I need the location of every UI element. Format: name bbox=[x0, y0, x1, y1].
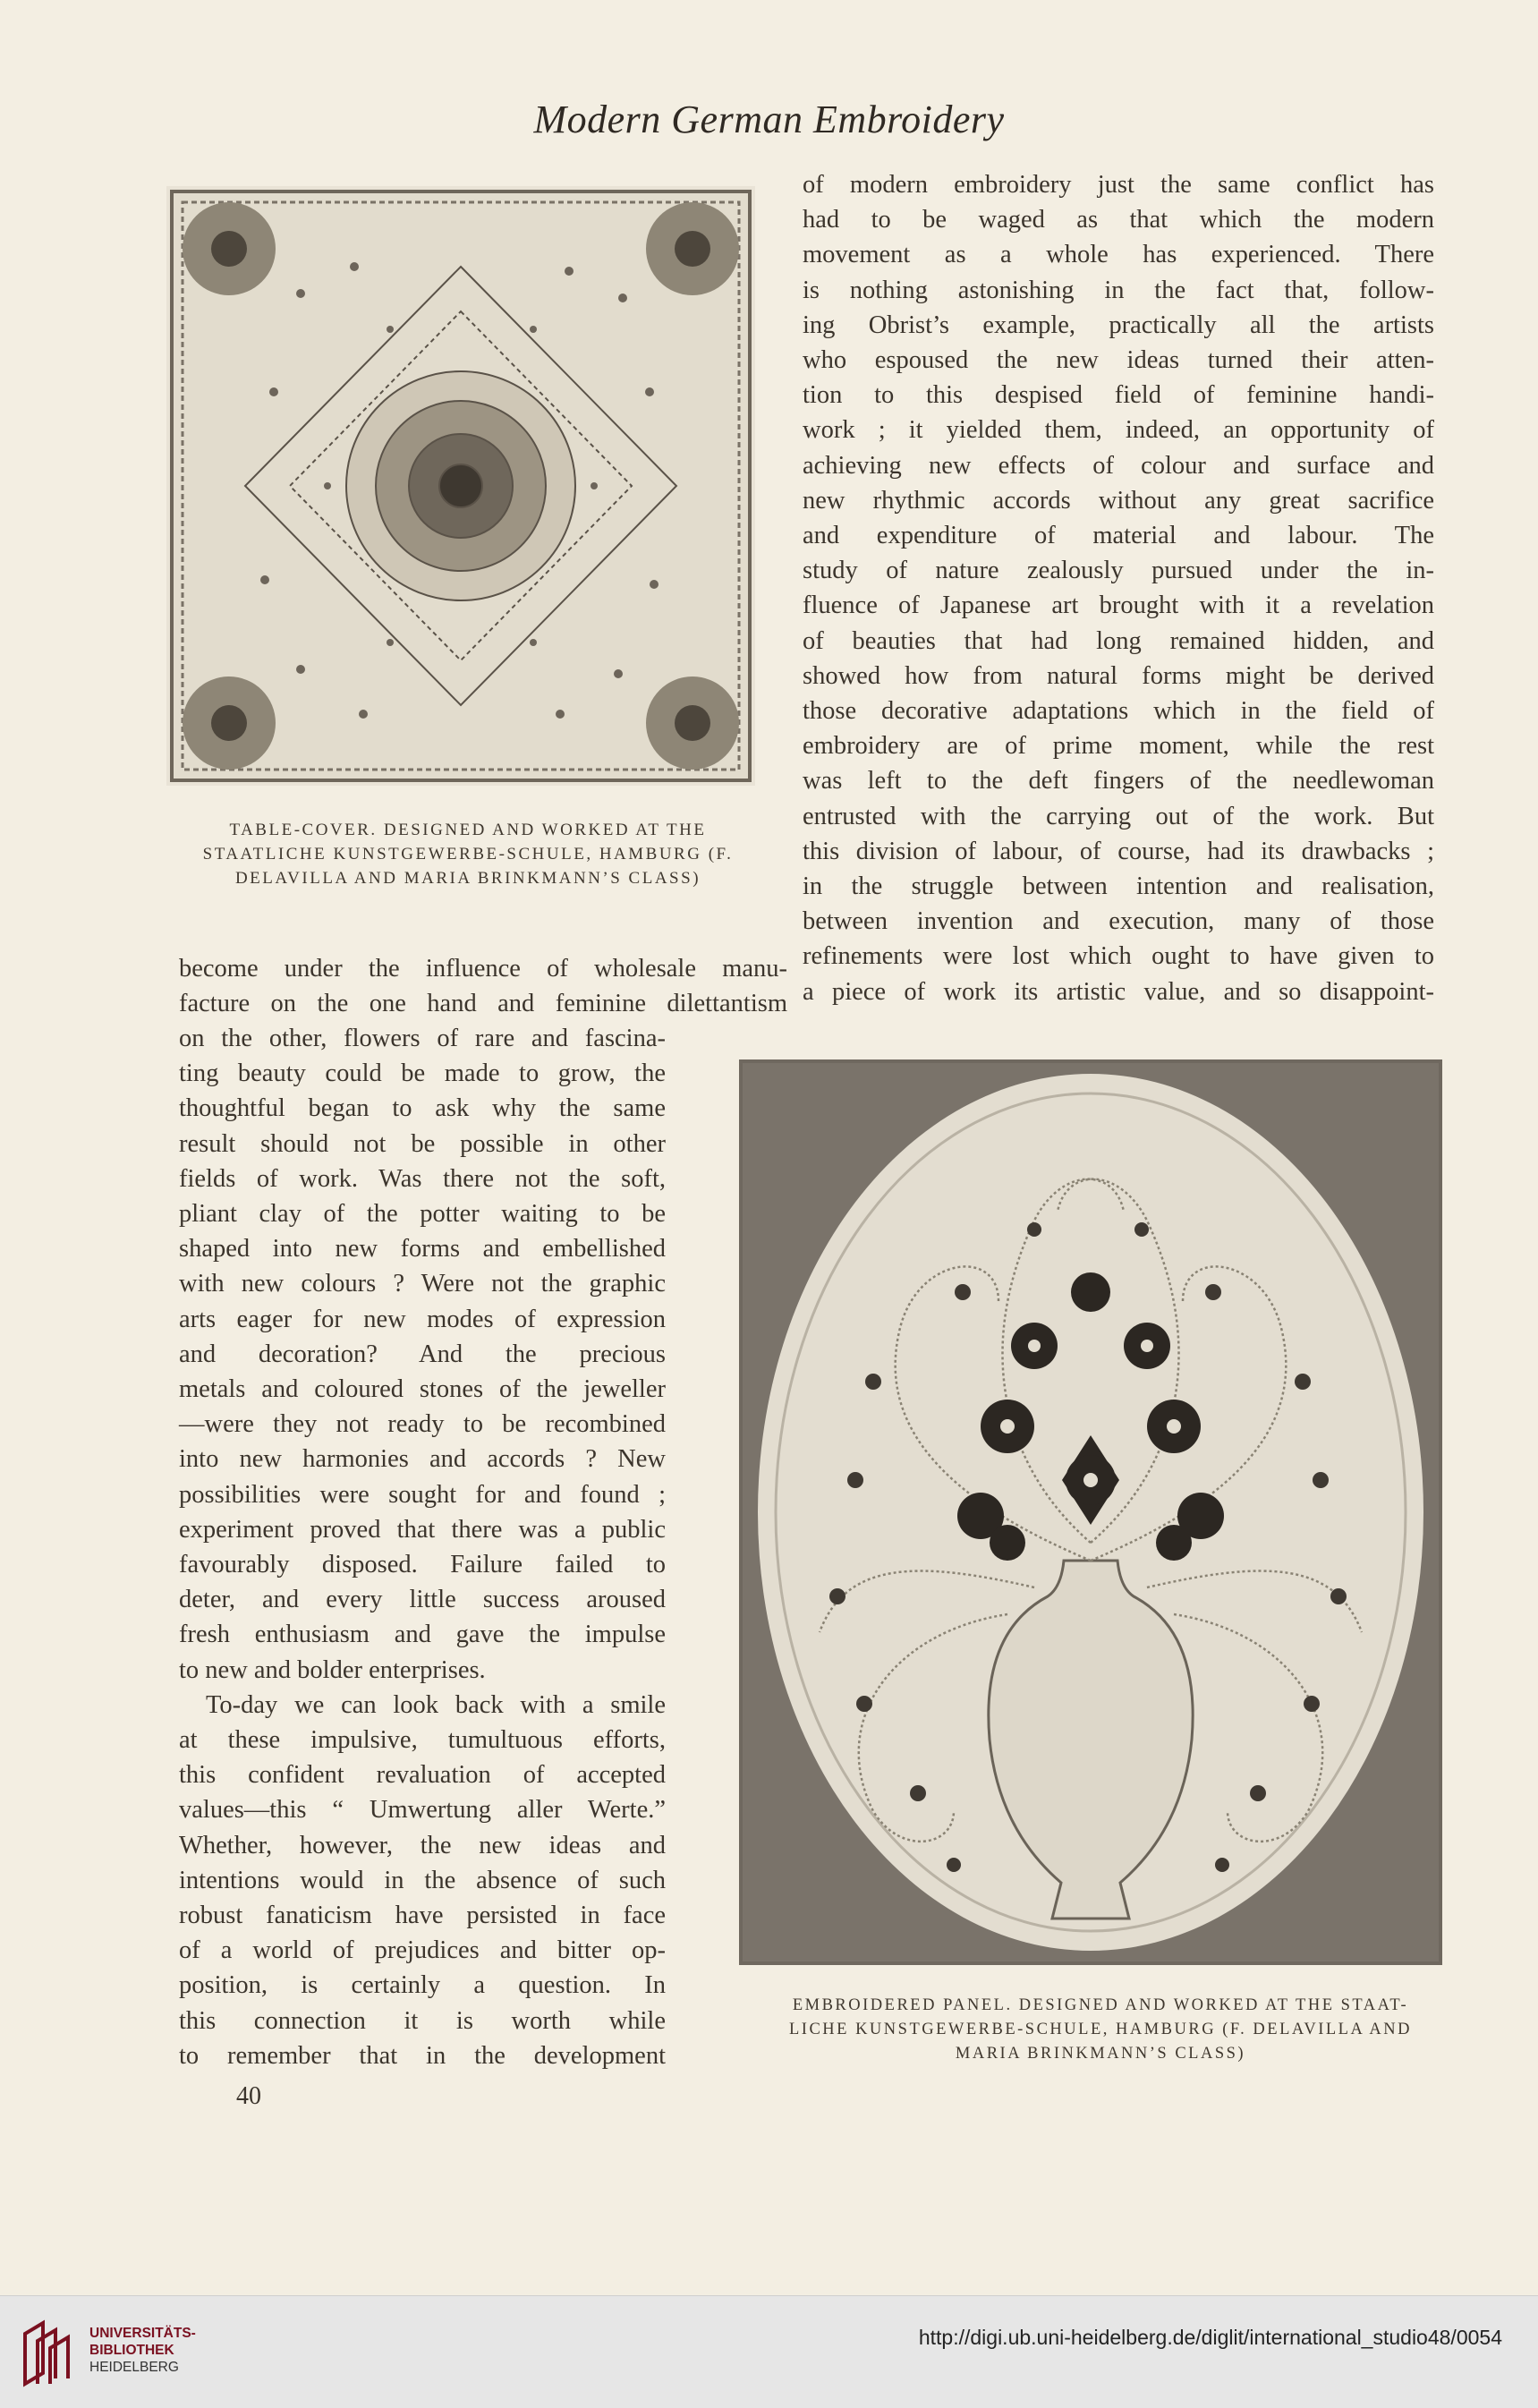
embroidered-panel-illustration bbox=[739, 1059, 1442, 1965]
text-line: result should not be possible in other bbox=[179, 1129, 666, 1158]
text-line: experiment proved that there was a public bbox=[179, 1515, 666, 1544]
text-line: a piece of work its artistic value, and so disappoint- bbox=[803, 977, 1434, 1006]
text-line: fields of work. Was there not the soft, bbox=[179, 1164, 666, 1193]
caption-line: TABLE-COVER. DESIGNED AND WORKED AT THE bbox=[229, 821, 707, 839]
text-line: favourably disposed. Failure failed to bbox=[179, 1551, 666, 1579]
text-line: entrusted with the carrying out of the work. But bbox=[803, 802, 1434, 830]
text-line: and decoration? And the precious bbox=[179, 1340, 666, 1368]
text-line: movement as a whole has experienced. There bbox=[803, 241, 1434, 269]
text-line: between invention and execution, many of those bbox=[803, 907, 1434, 936]
text-line: fresh enthusiasm and gave the impulse bbox=[179, 1621, 666, 1649]
library-name bbox=[89, 2325, 196, 2376]
text-line: achieving new effects of colour and surface and bbox=[803, 451, 1434, 480]
right-column-text bbox=[803, 167, 1434, 1009]
text-line: deter, and every little success aroused bbox=[179, 1586, 666, 1614]
page-number: 40 bbox=[236, 2082, 261, 2110]
panel-caption bbox=[739, 1994, 1462, 2066]
text-line: had to be waged as that which the modern bbox=[803, 206, 1434, 234]
footer-bar bbox=[0, 2295, 1538, 2408]
text-line: into new harmonies and accords ? New bbox=[179, 1445, 666, 1474]
text-line: work ; it yielded them, indeed, an opportunity of bbox=[803, 416, 1434, 445]
running-head: Modern German Embroidery bbox=[533, 98, 1005, 141]
caption-line: EMBROIDERED PANEL. DESIGNED AND WORKED AT THE STAAT- bbox=[792, 1996, 1409, 2014]
text-line: ting beauty could be made to grow, the bbox=[179, 1059, 666, 1088]
embroidered-panel-image bbox=[739, 1059, 1442, 1965]
text-line: new rhythmic accords without any great sacrifice bbox=[803, 486, 1434, 515]
text-line: this connection it is worth while bbox=[179, 2006, 666, 2035]
library-name-line: HEIDELBERG bbox=[89, 2360, 179, 2375]
text-line: fluence of Japanese art brought with it a revelation bbox=[803, 591, 1434, 620]
text-line: with new colours ? Were not the graphic bbox=[179, 1270, 666, 1298]
text-line: at these impulsive, tumultuous efforts, bbox=[179, 1726, 666, 1755]
library-name-line: UNIVERSITÄTS- bbox=[89, 2326, 196, 2341]
text-line: to new and bolder enterprises. bbox=[179, 1655, 486, 1684]
text-line: ing Obrist’s example, practically all the artists bbox=[803, 311, 1434, 339]
text-line: robust fanaticism have persisted in face bbox=[179, 1902, 666, 1930]
text-line: this division of labour, of course, had its drawbacks ; bbox=[803, 837, 1434, 865]
text-line: shaped into new forms and embellished bbox=[179, 1235, 666, 1264]
text-line: embroidery are of prime moment, while the rest bbox=[803, 732, 1434, 761]
text-line: study of nature zealously pursued under the in- bbox=[803, 557, 1434, 585]
left-column-text-narrow bbox=[179, 1021, 666, 2073]
permalink-url[interactable]: http://digi.ub.uni-heidelberg.de/diglit/international_studio48/0054 bbox=[918, 2326, 1502, 2349]
text-line: facture on the one hand and feminine dilettantism bbox=[179, 990, 787, 1018]
table-cover-illustration bbox=[166, 186, 755, 786]
caption-line: STAATLICHE KUNSTGEWERBE-SCHULE, HAMBURG (F. bbox=[202, 845, 734, 864]
table-cover-caption bbox=[166, 818, 769, 890]
text-line: of beauties that had long remained hidden, and bbox=[803, 626, 1434, 655]
library-logo-icon bbox=[16, 2316, 88, 2391]
text-line: possibilities were sought for and found ; bbox=[179, 1480, 666, 1509]
text-line: to remember that in the development bbox=[179, 2041, 666, 2070]
text-line: position, is certainly a question. In bbox=[179, 1971, 666, 2000]
text-line-indent: To-day we can look back with a smile bbox=[206, 1690, 666, 1719]
text-line: is nothing astonishing in the fact that, follow- bbox=[803, 276, 1434, 304]
caption-line: MARIA BRINKMANN’S CLASS) bbox=[955, 2045, 1246, 2063]
text-line: tion to this despised field of feminine handi- bbox=[803, 381, 1434, 410]
caption-line: LICHE KUNSTGEWERBE-SCHULE, HAMBURG (F. DELAVILLA AND bbox=[788, 2021, 1412, 2038]
text-line: was left to the deft fingers of the needlewoman bbox=[803, 767, 1434, 796]
left-column-text bbox=[179, 951, 787, 1021]
text-line: showed how from natural forms might be derived bbox=[803, 661, 1434, 690]
text-line: pliant clay of the potter waiting to be bbox=[179, 1200, 666, 1229]
caption-line: DELAVILLA AND MARIA BRINKMANN’S CLASS) bbox=[234, 869, 701, 888]
text-line: become under the influence of wholesale manu- bbox=[179, 955, 787, 983]
text-line: in the struggle between intention and realisation, bbox=[803, 872, 1434, 901]
table-cover-image bbox=[166, 186, 755, 786]
library-name-line: BIBLIOTHEK bbox=[89, 2343, 174, 2358]
text-line: of modern embroidery just the same conflict has bbox=[803, 171, 1434, 199]
text-line: on the other, flowers of rare and fascina- bbox=[179, 1025, 666, 1052]
text-line: Whether, however, the new ideas and bbox=[179, 1831, 666, 1859]
text-line: —were they not ready to be recombined bbox=[179, 1410, 666, 1439]
text-line: arts eager for new modes of expression bbox=[179, 1305, 666, 1333]
text-line: refinements were lost which ought to have given to bbox=[803, 942, 1434, 971]
text-line: this confident revaluation of accepted bbox=[179, 1761, 666, 1790]
text-line: thoughtful began to ask why the same bbox=[179, 1094, 666, 1123]
text-line: metals and coloured stones of the jeweller bbox=[179, 1375, 666, 1404]
text-line: and expenditure of material and labour. The bbox=[803, 522, 1434, 550]
text-line: of a world of prejudices and bitter op- bbox=[179, 1936, 666, 1965]
text-line: intentions would in the absence of such bbox=[179, 1866, 666, 1894]
text-line: values—this “ Umwertung aller Werte.” bbox=[179, 1796, 666, 1825]
text-line: who espoused the new ideas turned their atten- bbox=[803, 346, 1434, 375]
text-line: those decorative adaptations which in the field of bbox=[803, 697, 1434, 726]
